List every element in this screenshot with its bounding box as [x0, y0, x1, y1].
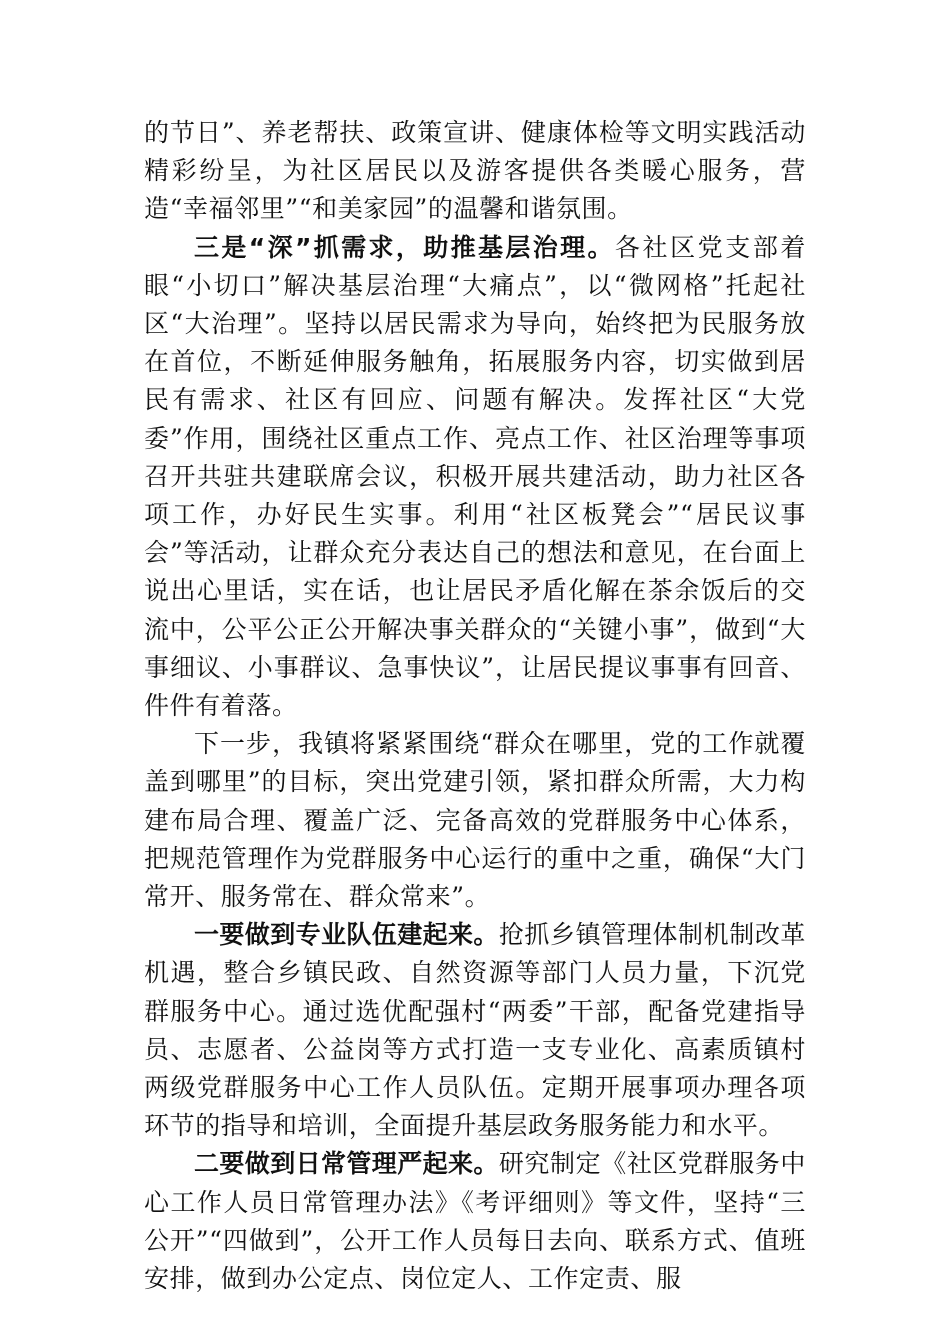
- paragraph-5-heading: 二要做到日常管理严起来。: [194, 1149, 499, 1179]
- paragraph-2-text: 各社区党支部着眼“小切口”解决基层治理“大痛点”，以“微网格”托起社区“大治理”。坚持以居民需求为导向，始终把为民服务放在首位，不断延伸服务触角，拓展服务内容，切实做到居民有需求、社区有回应、问题有解决。发挥社区“大党委”作用，围绕社区重点工作、亮点工作、社区治理等事项召开共驻共建联席会议，积极开展共建活动，助力社区各项工作，办好民生实事。利用“社区板凳会”“居民议事会”等活动，让群众充分表达自己的想法和意见，在台面上说出心里话，实在话，也让居民矛盾化解在茶余饭后的交流中，公平公正公开解决事关群众的“关键小事”，做到“大事细议、小事群议、急事快议”，让居民提议事事有回音、件件有着落。: [144, 232, 806, 721]
- paragraph-3: [144, 725, 806, 916]
- paragraph-1-text: 的节日”、养老帮扶、政策宣讲、健康体检等文明实践活动精彩纷呈，为社区居民以及游客提供各类暖心服务，营造“幸福邻里”“和美家园”的温馨和谐氛围。: [144, 118, 806, 224]
- paragraph-5: [144, 1145, 806, 1298]
- paragraph-4-heading: 一要做到专业队伍建起来。: [194, 920, 499, 950]
- paragraph-5-text: 研究制定《社区党群服务中心工作人员日常管理办法》《考评细则》等文件，坚持“三公开”“四做到”，公开工作人员每日去向、联系方式、值班安排，做到办公定点、岗位定人、工作定责、服: [144, 1149, 807, 1294]
- paragraph-4: [144, 916, 806, 1145]
- paragraph-1: [144, 114, 806, 229]
- document-body: [144, 114, 806, 1298]
- paragraph-2: [144, 229, 806, 726]
- paragraph-2-heading: 三是“深”抓需求，助推基层治理。: [194, 232, 615, 262]
- paragraph-4-text: 抢抓乡镇管理体制机制改革机遇，整合乡镇民政、自然资源等部门人员力量，下沉党群服务中心。通过选优配强村“两委”干部，配备党建指导员、志愿者、公益岗等方式打造一支专业化、高素质镇村两级党群服务中心工作人员队伍。定期开展事项办理各项环节的指导和培训，全面提升基层政务服务能力和水平。: [144, 920, 807, 1141]
- paragraph-3-text: 下一步，我镇将紧紧围绕“群众在哪里，党的工作就覆盖到哪里”的目标，突出党建引领，紧扣群众所需，大力构建布局合理、覆盖广泛、完备高效的党群服务中心体系，把规范管理作为党群服务中心运行的重中之重，确保“大门常开、服务常在、群众常来”。: [144, 729, 806, 912]
